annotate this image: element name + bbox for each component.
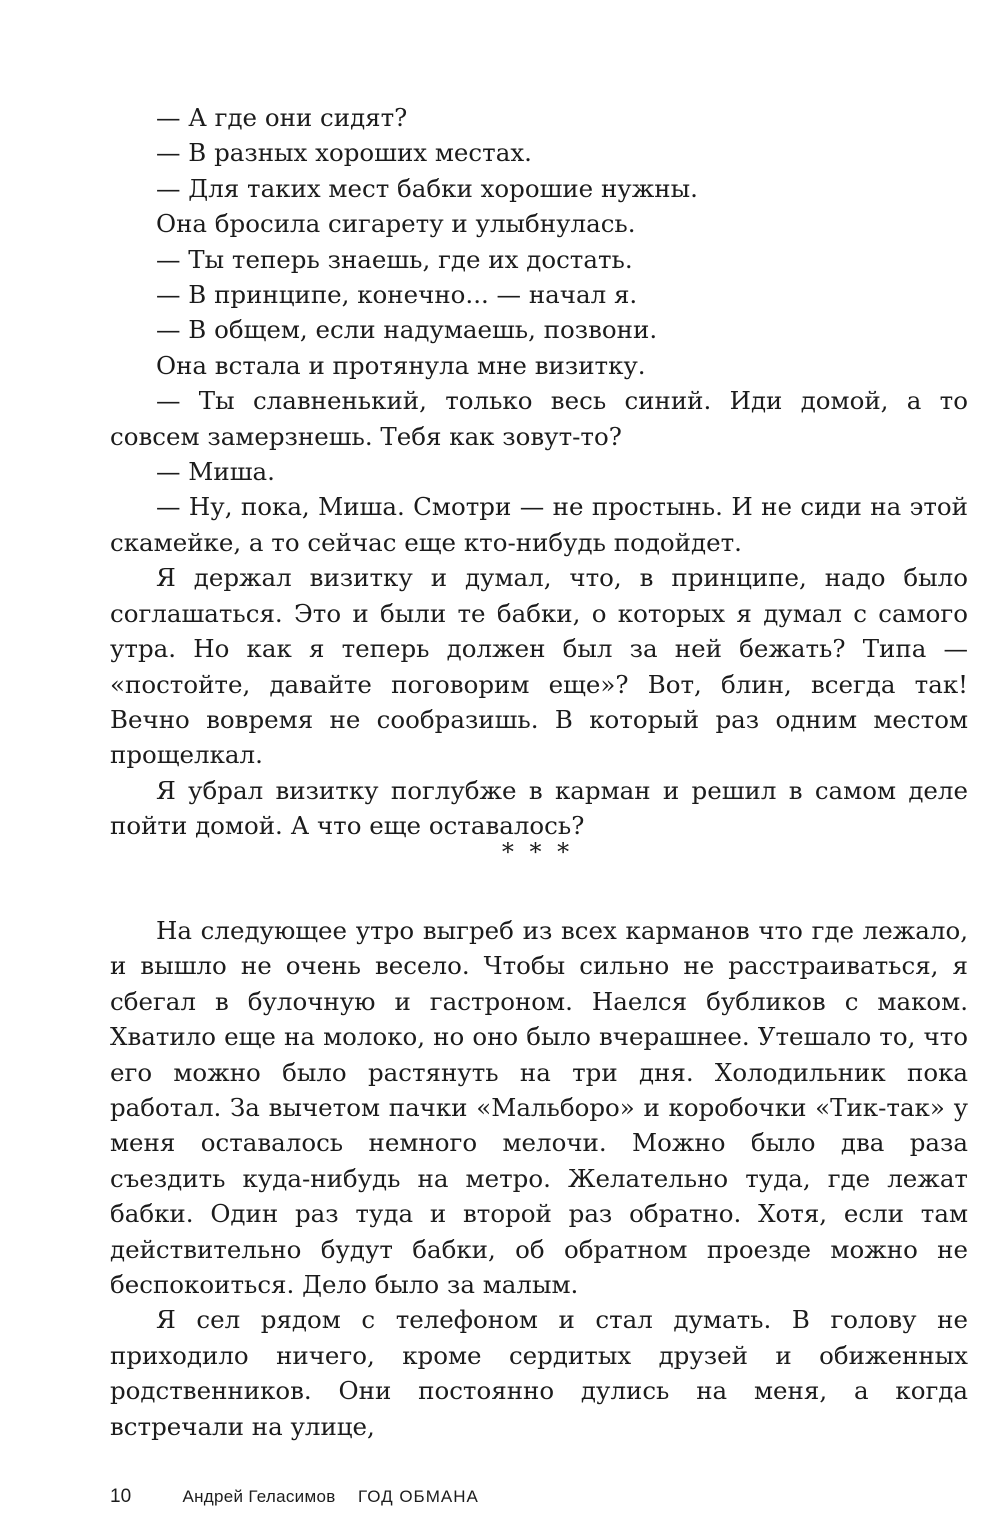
paragraph: — Ну, пока, Миша. Смотри — не простынь. И не сиди на этой скамейке, а то сейчас еще кто-нибудь подойдет.	[110, 492, 968, 557]
section-separator: * * *	[501, 838, 574, 866]
page-number: 10	[110, 1486, 132, 1507]
paragraph: — Миша.	[156, 457, 275, 487]
paragraph: — Ты теперь знаешь, где их достать.	[156, 244, 633, 274]
text-section-1	[110, 100, 968, 844]
paragraph: На следующее утро выгреб из всех карманов что где лежало, и вышло не очень весело. Чтобы сильно не расстраиваться, я сбегал в булочную и гастроном. Наелся бубликов с маком. Хватило еще на молоко, но оно было вчерашнее. Утешало то, что его можно было растянуть на три дня. Холодильник пока работал. За вычетом пачки «Мальборо» и коробочки «Тик-так» у меня оставалось немного мелочи. Можно было два раза съездить куда-нибудь на метро. Желательно туда, где лежат бабки. Один раз туда и второй раз обратно. Хотя, если там действительно будут бабки, об обратном проезде можно не беспокоиться. Дело было за малым.	[110, 916, 968, 1300]
paragraph: — Ты славненький, только весь синий. Иди домой, а то совсем замерзнешь. Тебя как зовут-то?	[110, 386, 968, 451]
paragraph: — В общем, если надумаешь, позвони.	[156, 315, 658, 345]
paragraph: Я убрал визитку поглубже в карман и решил в самом деле пойти домой. А что еще оставалось?	[110, 775, 968, 841]
text-section-2	[110, 913, 968, 1444]
paragraph: Я сел рядом с телефоном и стал думать. В голову не приходило ничего, кроме сердитых друзей и обиженных родственников. Они постоянно дулись на меня, а когда встречали на улице,	[110, 1305, 968, 1441]
paragraph: Я держал визитку и думал, что, в принципе, надо было соглашаться. Это и были те бабки, о которых я думал с самого утра. Но как я теперь должен был за ней бежать? Типа — «постойте, давайте поговорим еще»? Вот, блин, всегда так! Вечно вовремя не сообразишь. В который раз одним местом прощелкал.	[110, 563, 968, 770]
paragraph: — А где они сидят?	[156, 103, 408, 132]
paragraph: Она встала и протянула мне визитку.	[156, 350, 646, 380]
page-footer	[110, 1486, 479, 1512]
paragraph: — В принципе, конечно... — начал я.	[156, 280, 638, 310]
paragraph: — В разных хороших местах.	[156, 138, 532, 168]
author-name: Андрей Геласимов	[182, 1487, 336, 1506]
paragraph: — Для таких мест бабки хорошие нужны.	[156, 173, 698, 203]
book-title: ГОД ОБМАНА	[357, 1487, 479, 1506]
paragraph: Она бросила сигарету и улыбнулась.	[156, 209, 636, 239]
